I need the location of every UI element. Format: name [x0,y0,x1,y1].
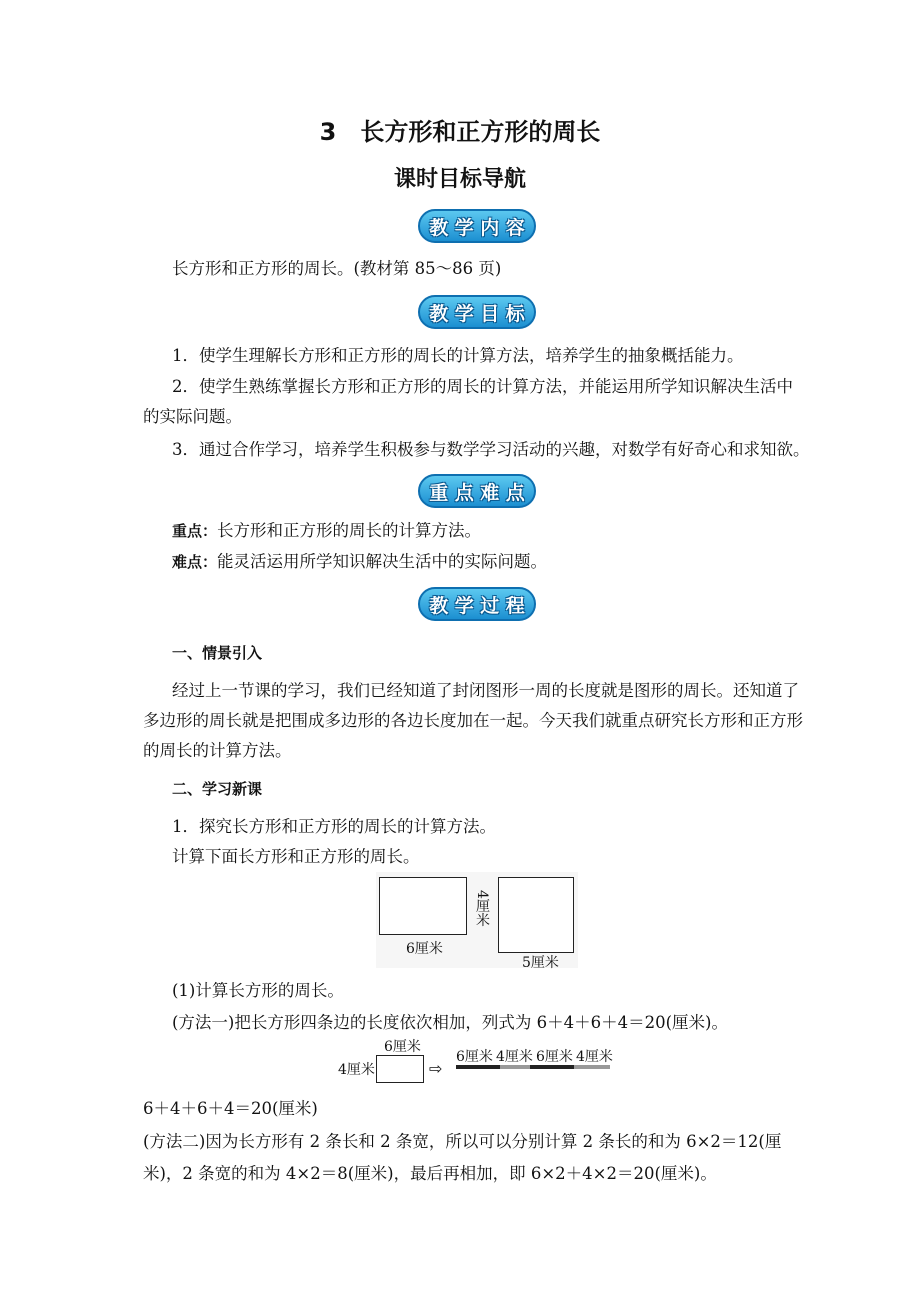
arrow-right-icon: ⇨ [429,1059,443,1078]
goal-line: 2．使学生熟练掌握长方形和正方形的周长的计算方法，并能运用所学知识解决生活中 [172,377,793,396]
square-side-label: 5厘米 [522,955,559,971]
method-two-line: 米)，2 条宽的和为 4×2＝8(厘米)，最后再相加，即 6×2＋4×2＝20(厘米)。 [143,1164,717,1183]
segment-bar [574,1065,610,1069]
figure-perimeter-segments [336,1036,614,1084]
difficult-point-text: 能灵活运用所学知识解决生活中的实际问题。 [217,552,548,571]
small-rect-top-label: 6厘米 [384,1039,421,1055]
badge-char: 目 [480,302,500,325]
segment-bar [530,1065,574,1069]
key-point-text: 长方形和正方形的周长的计算方法。 [217,521,482,540]
rect-height-label: 4厘米 [474,890,490,927]
section-heading-new-lesson: 二、学习新课 [172,780,263,798]
segment-label: 6厘米 [536,1049,573,1065]
badge-teaching-process [418,587,536,621]
badge-char: 学 [454,594,474,617]
item-line: 1．探究长方形和正方形的周长的计算方法。 [172,817,496,836]
small-rectangle-shape [376,1055,424,1083]
segment-label: 6厘米 [456,1049,493,1065]
segment-strip [454,1046,614,1076]
content-text: 长方形和正方形的周长。(教材第 85～86 页) [172,259,502,278]
badge-char: 学 [454,216,474,239]
sub-item-line: (1)计算长方形的周长。 [172,981,344,1000]
square-shape [498,877,574,953]
segment-label: 4厘米 [576,1049,613,1065]
badge-char: 过 [480,594,500,617]
section-heading-intro: 一、情景引入 [172,644,263,662]
segment-bar [500,1065,530,1069]
intro-line: 的周长的计算方法。 [143,741,292,760]
badge-char: 内 [480,216,500,239]
badge-char: 重 [429,481,449,504]
method-two-line: (方法二)因为长方形有 2 条长和 2 条宽，所以可以分别计算 2 条长的和为 6×2＝12(厘 [143,1132,782,1151]
goal-line: 1．使学生理解长方形和正方形的周长的计算方法，培养学生的抽象概括能力。 [172,346,744,365]
difficult-point [172,551,547,573]
rectangle-shape [379,877,467,935]
goal-line: 的实际问题。 [143,407,242,426]
badge-char: 点 [505,481,525,504]
badge-teaching-content [418,209,536,243]
small-rect-left-label: 4厘米 [338,1062,375,1078]
equation-line: 6＋4＋6＋4＝20(厘米) [143,1099,318,1118]
badge-char: 学 [454,302,474,325]
badge-char: 教 [429,302,449,325]
figure-rect-square [376,872,578,971]
badge-teaching-goals [418,295,536,329]
lesson-title: 3 长方形和正方形的周长 [319,118,601,146]
badge-char: 教 [429,216,449,239]
badge-char: 教 [429,594,449,617]
difficult-point-label: 难点： [172,553,218,571]
key-point-label: 重点： [172,522,218,540]
segment-bar [456,1065,500,1069]
badge-key-difficult [418,474,536,508]
badge-char: 容 [505,216,525,239]
badge-char: 难 [480,481,500,504]
badge-char: 标 [505,302,525,325]
rect-width-label: 6厘米 [406,941,443,957]
method-one-line: (方法一)把长方形四条边的长度依次相加，列式为 6＋4＋6＋4＝20(厘米)。 [172,1013,728,1032]
badge-char: 程 [505,594,525,617]
segment-label: 4厘米 [496,1049,533,1065]
intro-line: 多边形的周长就是把围成多边形的各边长度加在一起。今天我们就重点研究长方形和正方形 [143,711,803,730]
task-line: 计算下面长方形和正方形的周长。 [172,847,420,866]
key-point [172,520,481,542]
goal-line: 3．通过合作学习，培养学生积极参与数学学习活动的兴趣，对数学有好奇心和求知欲。 [172,440,810,459]
badge-char: 点 [454,481,474,504]
lesson-subtitle: 课时目标导航 [393,167,526,192]
intro-line: 经过上一节课的学习，我们已经知道了封闭图形一周的长度就是图形的周长。还知道了 [172,681,799,700]
